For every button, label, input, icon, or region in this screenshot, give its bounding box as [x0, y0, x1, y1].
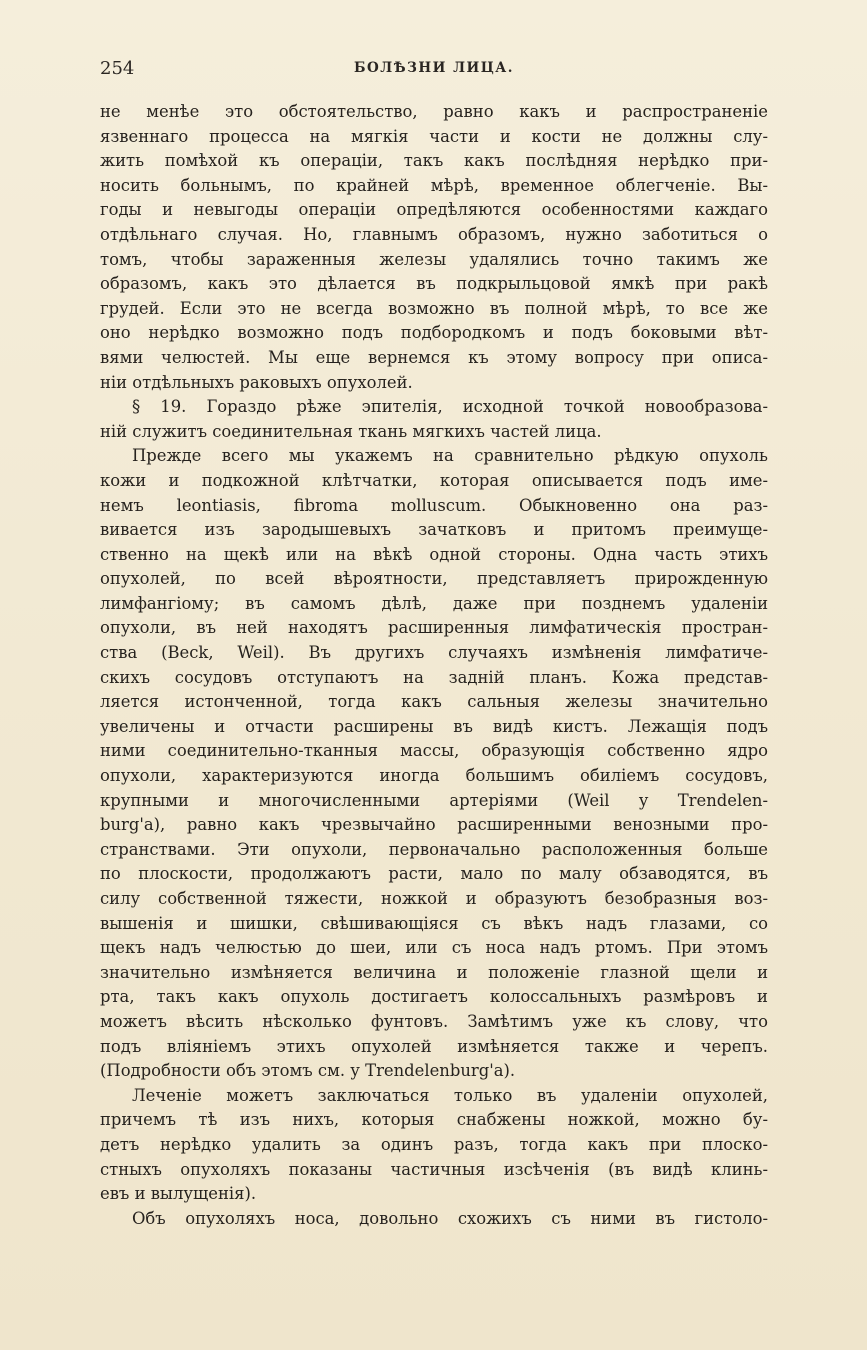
- text-line: значительно измѣняется величина и положеніе глазной щели и: [100, 962, 768, 982]
- text-line: ній служитъ соединительная ткань мягкихъ частей лица.: [100, 421, 602, 441]
- text-line: вями челюстей. Мы еще вернемся къ этому вопросу при описа-: [100, 347, 768, 367]
- text-line: отдѣльнаго случая. Но, главнымъ образомъ, нужно заботиться о: [100, 224, 768, 244]
- text-line: burg'a), равно какъ чрезвычайно расширенными венозными про-: [100, 815, 768, 835]
- text-line: оно нерѣдко возможно подъ подбородкомъ и подъ боковыми вѣт-: [100, 323, 768, 343]
- text-line: вышенія и шишки, свѣшивающіяся съ вѣкъ надъ глазами, со: [100, 913, 768, 933]
- page-header: [100, 58, 768, 84]
- text-line: Объ опухоляхъ носа, довольно схожихъ съ ними въ гистоло-: [132, 1208, 768, 1228]
- body-text: [100, 100, 768, 1231]
- text-line: по плоскости, продолжаютъ расти, мало по малу обзаводятся, въ: [100, 864, 768, 884]
- text-line: (Подробности объ этомъ см. у Trendelenburg'a).: [100, 1061, 516, 1081]
- running-title: БОЛѢЗНИ ЛИЦА.: [354, 60, 514, 76]
- text-line: ляется истонченной, тогда какъ сальныя железы значительно: [100, 692, 768, 712]
- text-line: крупными и многочисленными артеріями (Weil у Trendelen-: [100, 790, 768, 810]
- text-line: скихъ сосудовъ отступаютъ на задній планъ. Кожа представ-: [100, 667, 768, 687]
- text-line: опухоли, въ ней находятъ расширенныя лимфатическія простран-: [100, 618, 768, 638]
- text-line: Прежде всего мы укажемъ на сравнительно рѣдкую опухоль: [132, 446, 768, 466]
- text-line: опухолей, по всей вѣроятности, представляетъ прирожденную: [100, 569, 768, 589]
- text-line: жить помѣхой къ операціи, такъ какъ послѣдняя нерѣдко при-: [100, 151, 768, 171]
- page-number: 254: [100, 58, 135, 79]
- text-line: ства (Beck, Weil). Въ другихъ случаяхъ измѣненія лимфатиче-: [100, 643, 768, 663]
- text-line: язвеннаго процесса на мягкія части и кости не должны слу-: [100, 126, 768, 146]
- text-line: лимфангіому; въ самомъ дѣлѣ, даже при позднемъ удаленіи: [100, 593, 768, 613]
- text-line: не менѣе это обстоятельство, равно какъ и распространеніе: [100, 102, 768, 121]
- text-line: ними соединительно-тканныя массы, образующія собственно ядро: [100, 741, 768, 761]
- text-line: грудей. Если это не всегда возможно въ полной мѣрѣ, то все же: [100, 298, 768, 318]
- text-line: образомъ, какъ это дѣлается въ подкрыльцовой ямкѣ при ракѣ: [100, 274, 768, 294]
- text-line: странствами. Эти опухоли, первоначально расположенныя больше: [100, 839, 768, 859]
- text-line: увеличены и отчасти расширены въ видѣ кистъ. Лежащія подъ: [100, 716, 768, 736]
- text-line: евъ и вылущенія).: [100, 1184, 257, 1204]
- text-line: ственно на щекѣ или на вѣкѣ одной стороны. Одна часть этихъ: [100, 544, 768, 564]
- text-line: рта, такъ какъ опухоль достигаетъ колоссальныхъ размѣровъ и: [100, 987, 768, 1007]
- text-line: щекъ надъ челюстью до шеи, или съ носа надъ ртомъ. При этомъ: [100, 938, 768, 958]
- text-line: вивается изъ зародышевыхъ зачатковъ и притомъ преимуще-: [100, 520, 768, 540]
- text-line: силу собственной тяжести, ножкой и образуютъ безобразныя воз-: [100, 889, 768, 908]
- text-line: § 19. Гораздо рѣже эпителія, исходной точкой новообразова-: [132, 397, 768, 417]
- text-line: носить больнымъ, по крайней мѣрѣ, временное облегченіе. Вы-: [100, 175, 768, 195]
- text-line: томъ, чтобы зараженныя железы удалялись точно такимъ же: [100, 249, 768, 269]
- text-line: стныхъ опухоляхъ показаны частичныя изсѣченія (въ видѣ клинь-: [100, 1159, 768, 1179]
- text-line: опухоли, характеризуются иногда большимъ обиліемъ сосудовъ,: [100, 766, 768, 786]
- text-line: можетъ вѣсить нѣсколько фунтовъ. Замѣтимъ уже къ слову, что: [100, 1011, 768, 1031]
- text-line: ніи отдѣльныхъ раковыхъ опухолей.: [100, 372, 413, 392]
- text-line: годы и невыгоды операціи опредѣляются особенностями каждаго: [100, 200, 768, 220]
- text-line: немъ leontiasis, fibroma molluscum. Обыкновенно она раз-: [100, 495, 768, 515]
- text-line: детъ нерѣдко удалить за одинъ разъ, тогда какъ при плоско-: [100, 1134, 768, 1154]
- text-line: кожи и подкожной клѣтчатки, которая описывается подъ име-: [100, 470, 768, 490]
- text-line: Леченіе можетъ заключаться только въ удаленіи опухолей,: [132, 1085, 768, 1105]
- text-line: подъ вліяніемъ этихъ опухолей измѣняется также и черепъ.: [100, 1036, 768, 1056]
- text-line: причемъ тѣ изъ нихъ, которыя снабжены ножкой, можно бу-: [100, 1110, 768, 1130]
